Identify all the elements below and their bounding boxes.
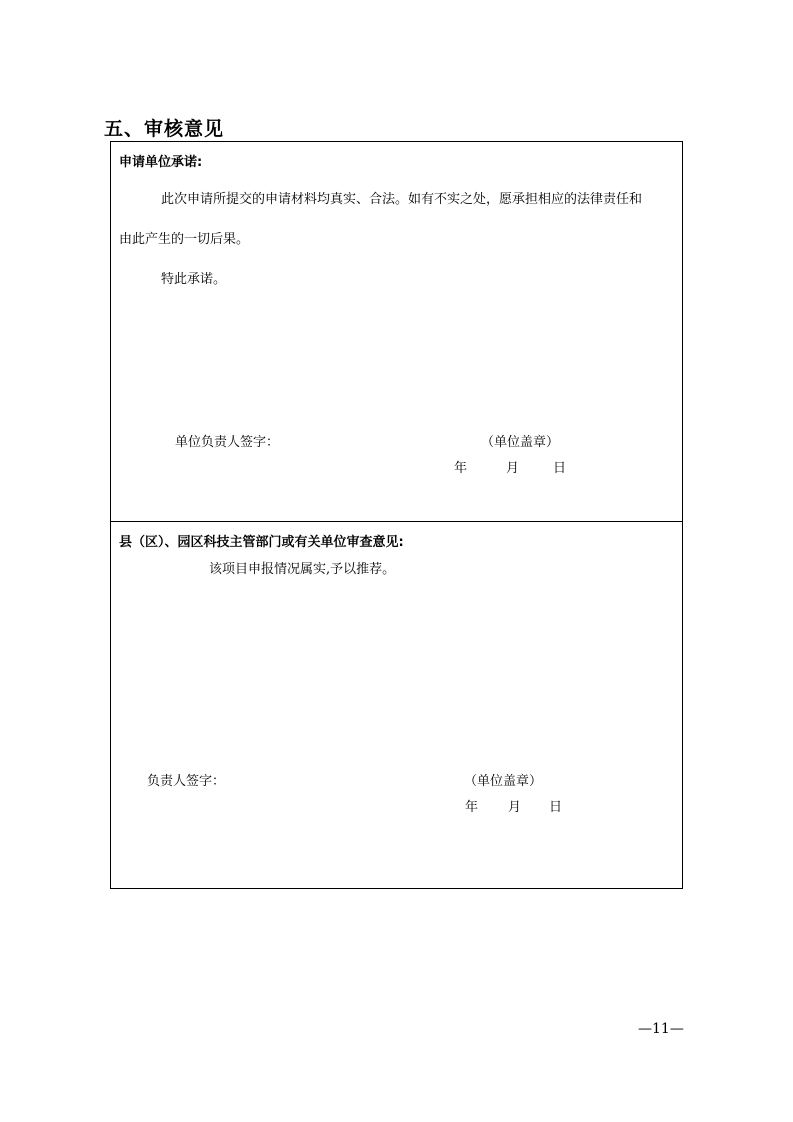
month-label: 月: [506, 461, 520, 476]
unit-seal-label: （单位盖章）: [481, 435, 560, 450]
review-seal-label: （单位盖章）: [464, 774, 543, 789]
commitment-title: 申请单位承诺:: [119, 155, 203, 170]
leader-signature-label: 负责人签字：: [147, 774, 226, 789]
day-label: 日: [553, 461, 567, 476]
commitment-text-line2: 由此产生的一切后果。: [119, 232, 250, 247]
unit-leader-signature-label: 单位负责人签字：: [175, 435, 280, 450]
section-heading: 五、审核意见: [104, 118, 225, 140]
applicant-commitment-section: [111, 142, 682, 522]
page-number: —11—: [638, 1021, 684, 1037]
review-year-label: 年: [465, 800, 479, 815]
review-opinion-text: 该项目申报情况属实,予以推荐。: [209, 562, 396, 577]
review-form-table: [110, 141, 683, 889]
review-month-label: 月: [508, 800, 522, 815]
commitment-text-line3: 特此承诺。: [161, 272, 227, 287]
review-title: 县（区）、园区科技主管部门或有关单位审查意见:: [119, 535, 404, 550]
commitment-text-line1: 此次申请所提交的申请材料均真实、合法。如有不实之处，愿承担相应的法律责任和: [161, 192, 643, 207]
review-opinion-section: [111, 522, 682, 888]
year-label: 年: [454, 461, 468, 476]
review-day-label: 日: [549, 800, 563, 815]
